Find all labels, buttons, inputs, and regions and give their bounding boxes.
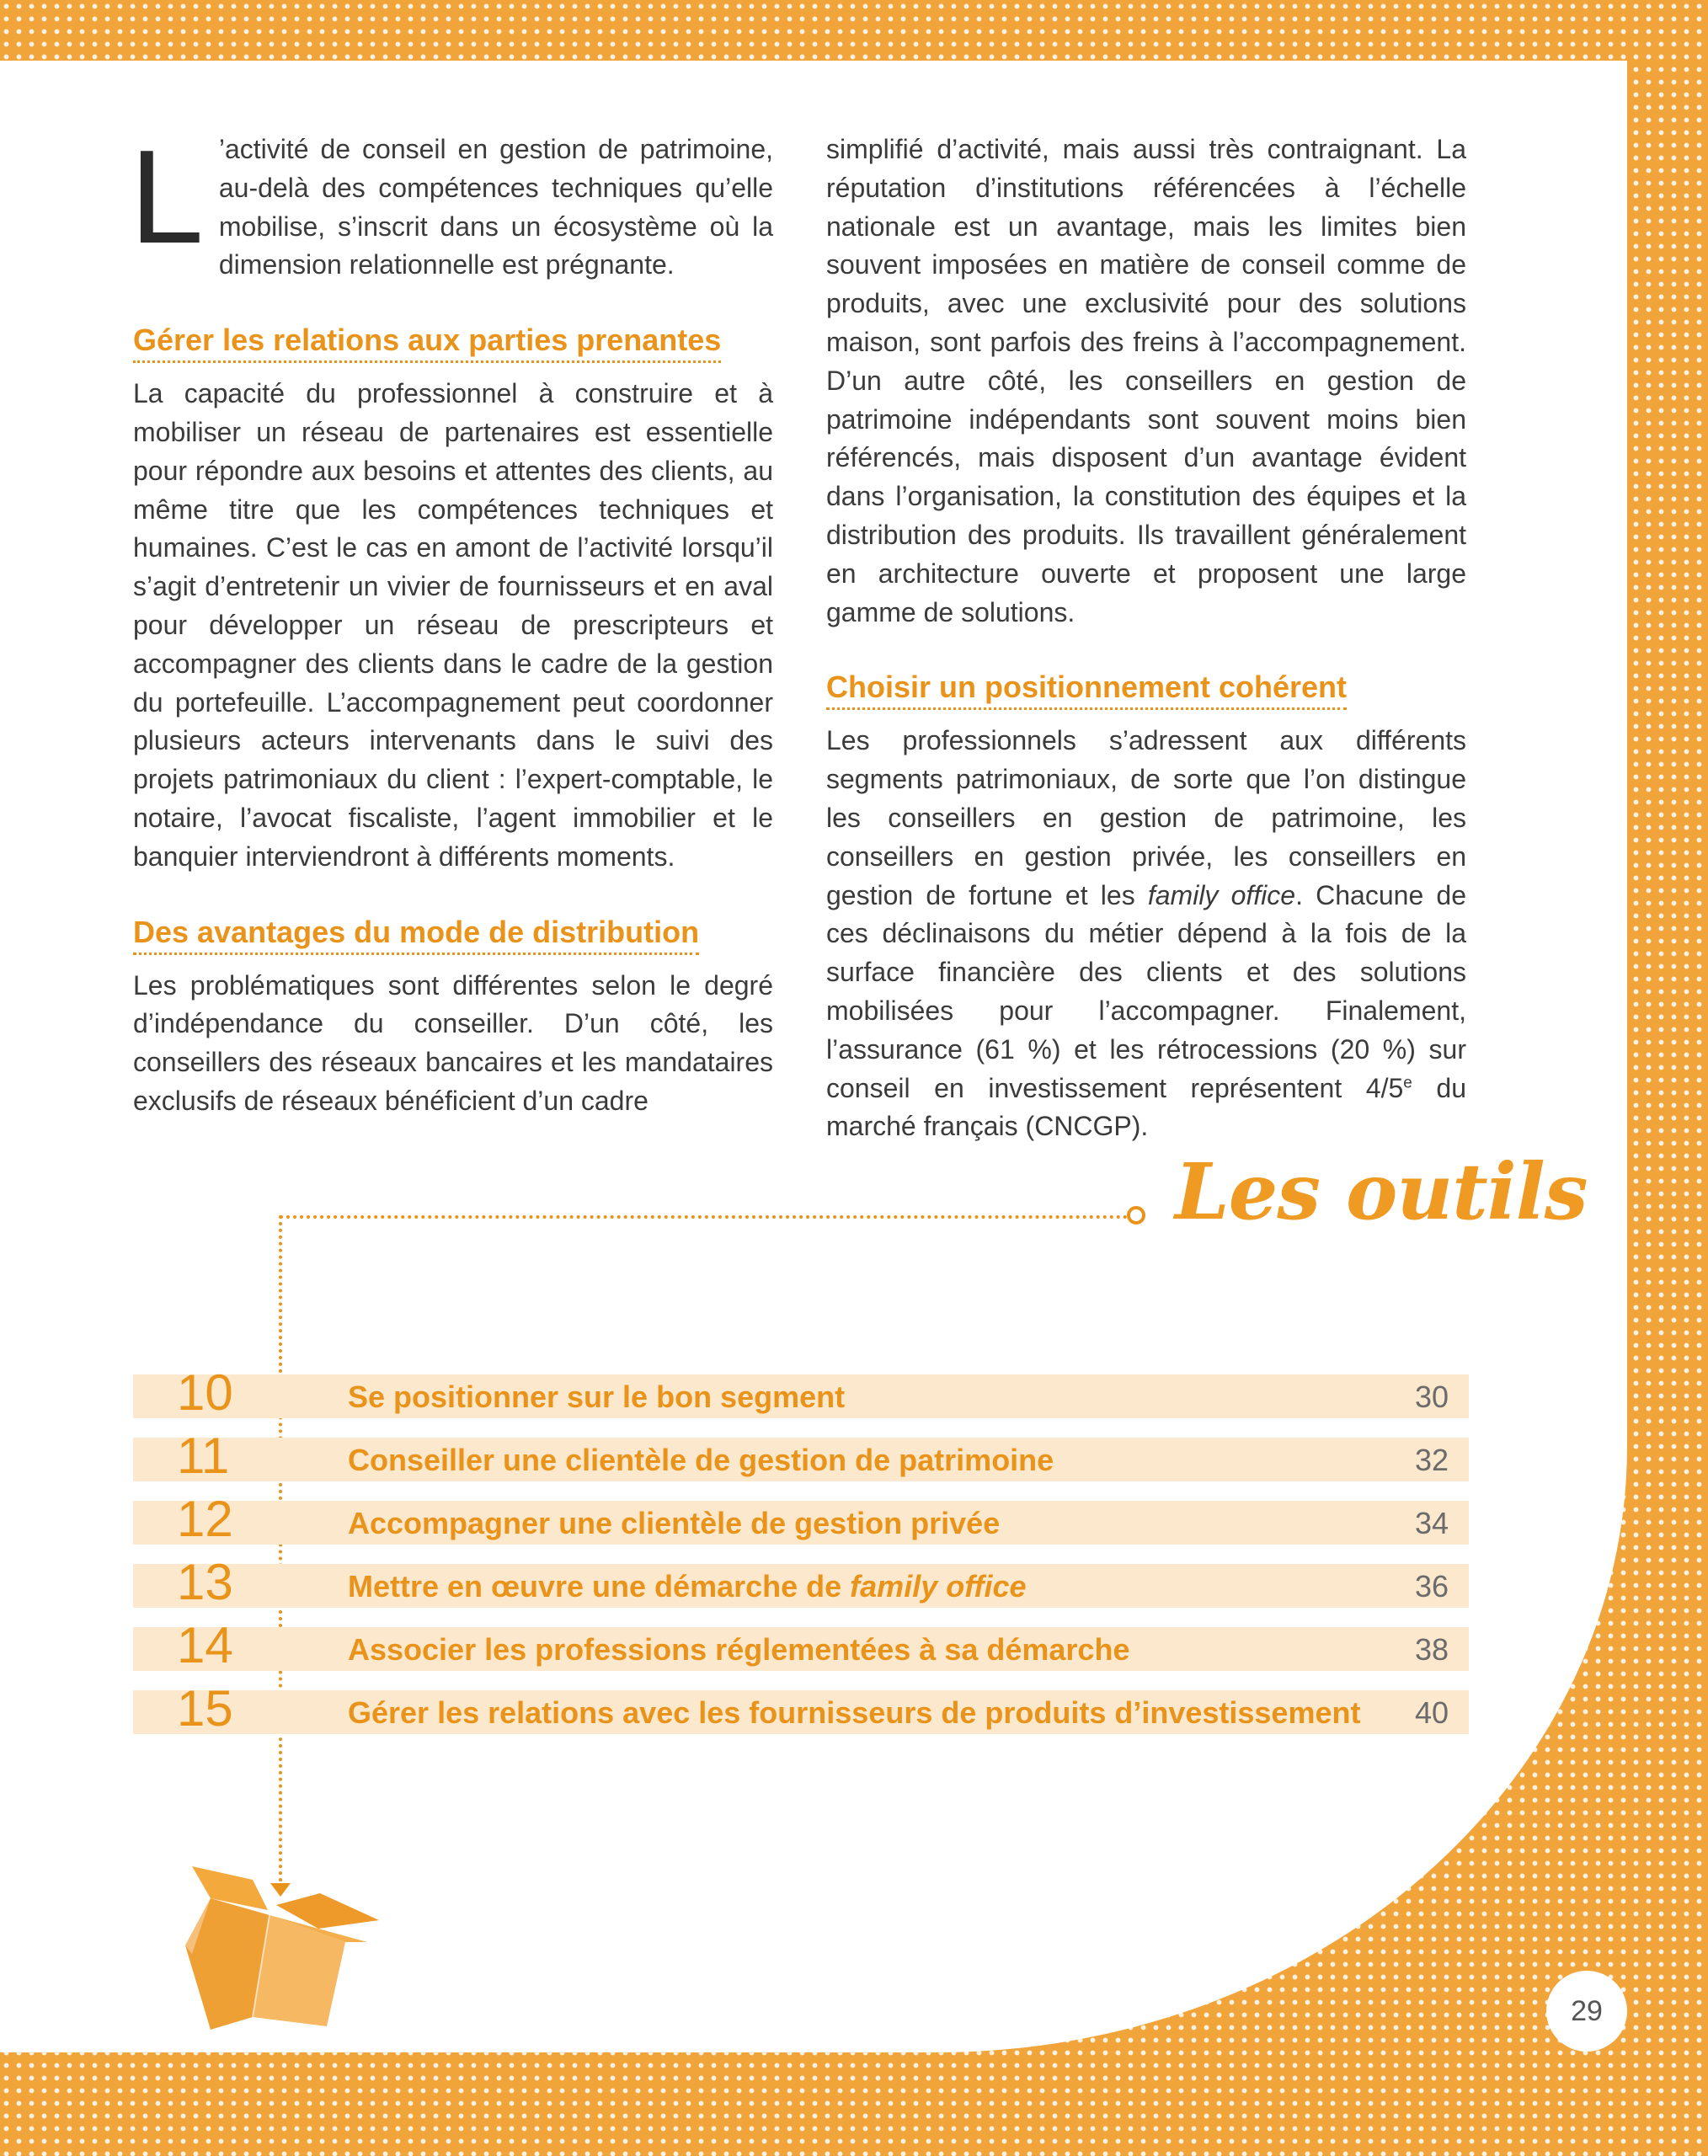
tool-label: Se positionner sur le bon segment <box>348 1380 846 1414</box>
tool-number: 13 <box>177 1554 233 1610</box>
tools-list <box>133 1364 1469 1753</box>
section-text-parties-prenantes: La capacité du professionnel à construire et à mobiliser un réseau de partenaires est essentielle pour répondre aux besoins et attentes des clients, au même titre que les compétences techniques et humaines. C’est le cas en amont de l’activité lorsqu’il s’agit d’entretenir un vivier de fournisseurs et en aval pour développer un réseau de prescripteurs et accompagner des clients dans le cadre de la gestion du portefeuille. L’accompagnement peut coordonner plusieurs acteurs intervenants dans le suivi des projets patrimoniaux du client : l’expert-comptable, le notaire, l’avocat fiscaliste, l’agent immobilier et le banquier interviendront à différents moments. <box>133 378 773 872</box>
superscript: e <box>1403 1073 1412 1091</box>
section-title-distribution: Des avantages du mode de distribution <box>133 914 699 955</box>
section-text-positionnement: Les professionnels s’adressent aux différents segments patrimoniaux, de sorte que l’on distingue les conseillers en gestion de patrimoine, les conseillers en gestion privée, les conseillers en gestion de fortune et les family office. Chacune de ces déclinaisons du métier dépend à la fois de la surface financière des clients et des solutions mobilisées pour l’accompagner. Finalement, l’assurance (61 %) et les rétrocessions (20 %) sur conseil en investissement représentent 4/5e du marché français (CNCGP). <box>826 725 1467 1142</box>
open-box-icon <box>177 1861 387 2038</box>
outils-dotted-line <box>280 1215 1134 1219</box>
tool-label: Associer les professions réglementées à sa démarche <box>348 1632 1130 1667</box>
dropcap: L <box>130 123 204 271</box>
tool-row[interactable] <box>133 1364 1469 1421</box>
tool-label: Accompagner une clientèle de gestion privée <box>348 1506 1001 1540</box>
outils-title: Les outils <box>1175 1146 1588 1237</box>
tool-row[interactable] <box>133 1680 1469 1737</box>
right-column <box>826 131 1466 1146</box>
circle-marker-icon <box>1127 1206 1145 1225</box>
tool-page-number: 36 <box>1414 1569 1449 1604</box>
tool-label: Mettre en œuvre une démarche de family office <box>348 1569 1027 1604</box>
tool-label: Gérer les relations avec les fournisseurs de produits d’investissement <box>348 1695 1361 1730</box>
page-number: 29 <box>1546 1971 1627 2052</box>
tool-page-number: 40 <box>1414 1695 1449 1730</box>
tool-row[interactable] <box>133 1428 1469 1484</box>
italic-term: family office <box>1147 879 1296 910</box>
tool-page-number: 30 <box>1414 1380 1449 1414</box>
tool-number: 14 <box>177 1617 233 1673</box>
intro-paragraph <box>130 123 773 285</box>
tool-page-number: 38 <box>1414 1632 1449 1667</box>
tool-page-number: 32 <box>1414 1443 1449 1477</box>
section-text-distribution: Les problématiques sont différentes selon le degré d’indépendance du conseiller. D’un côté, les conseillers des réseaux bancaires et les mandataires exclusifs de réseaux bénéficient d’un cadre <box>133 969 773 1116</box>
tool-row[interactable] <box>133 1554 1469 1610</box>
continuation-paragraph: simplifié d’activité, mais aussi très contraignant. La réputation d’institutions référencées à l’échelle nationale est un avantage, mais les limites bien souvent imposées en matière de conseil comme de produits, avec une exclusivité pour des solutions maison, sont parfois des freins à l’accompagnement. D’un autre côté, les conseillers en gestion de patrimoine indépendants sont souvent moins bien référencés, mais disposent d’un avantage évident dans l’organisation, la constitution des équipes et la distribution des produits. Ils travaillent généralement en architecture ouverte et proposent une large gamme de solutions. <box>826 134 1466 627</box>
tool-number: 10 <box>177 1364 233 1421</box>
left-column <box>130 123 773 1121</box>
intro-text: ’activité de conseil en gestion de patrimoine, au-delà des compétences techniques qu’elle mobilise, s’inscrit dans un écosystème où la dimension relationnelle est prégnante. <box>218 134 773 280</box>
tool-number: 15 <box>177 1680 233 1737</box>
section-title-parties-prenantes: Gérer les relations aux parties prenantes <box>133 322 721 363</box>
tool-number: 11 <box>177 1428 230 1484</box>
tool-number: 12 <box>177 1491 233 1547</box>
tool-row[interactable] <box>133 1491 1469 1547</box>
tool-row[interactable] <box>133 1617 1469 1673</box>
tool-page-number: 34 <box>1414 1506 1449 1540</box>
section-title-positionnement: Choisir un positionnement cohérent <box>826 669 1347 710</box>
tool-label: Conseiller une clientèle de gestion de patrimoine <box>348 1443 1054 1477</box>
